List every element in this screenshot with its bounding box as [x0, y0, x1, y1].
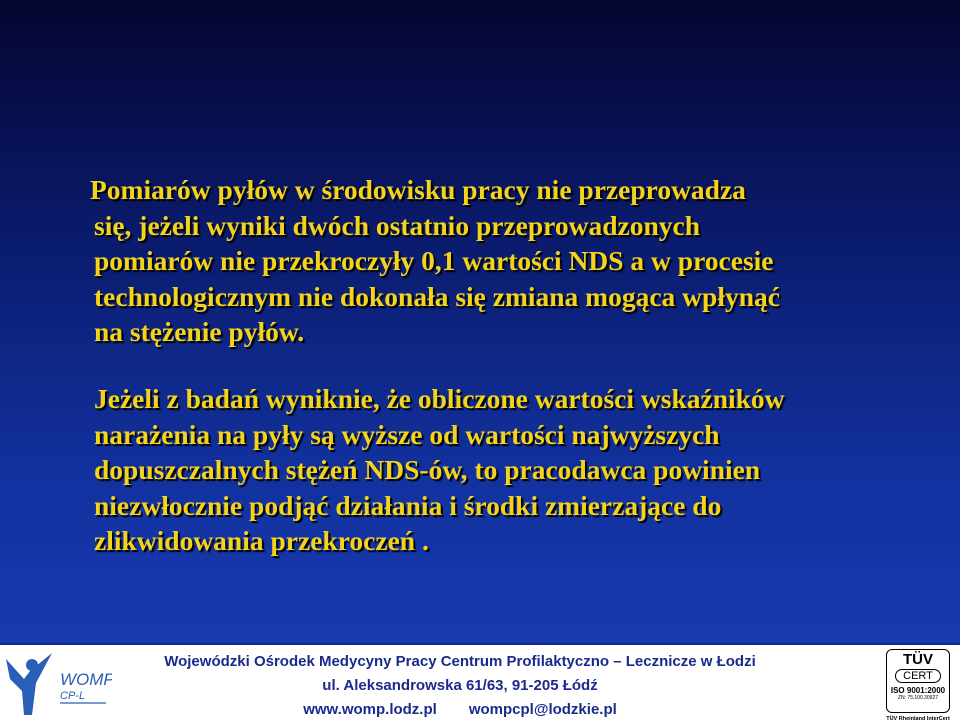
text-line: niezwłocznie podjąć działania i środki zmierzające do [94, 489, 722, 521]
tuv-cert-badge [880, 649, 956, 721]
text-line: technologicznym nie dokonała się zmiana mogąca wpłynąć [94, 280, 780, 312]
zn-number: ZN: 75.100.30927 [897, 695, 939, 701]
text-line: na stężenie pyłów. [94, 316, 305, 347]
svg-text:WOMP: WOMP [60, 670, 112, 689]
address: ul. Aleksandrowska 61/63, 91-205 Łódź [322, 677, 598, 694]
text-line: zlikwidowania przekroczeń . [94, 525, 429, 556]
paragraph-1 [90, 172, 780, 350]
text-line: pomiarów nie przekroczyły 0,1 wartości NDS a w procesie [94, 245, 774, 276]
footer [0, 643, 960, 722]
paragraph-2 [94, 381, 785, 559]
email-link[interactable]: wompcpl@lodzkie.pl [468, 701, 617, 718]
svg-text:CP-L: CP-L [60, 690, 86, 702]
text-line: narażenia na pyły są wyższe od wartości najwyższych [94, 418, 720, 450]
website-link[interactable]: www.womp.lodz.pl [303, 701, 437, 718]
tuv-brand: TÜV [903, 651, 933, 668]
iso-label: ISO 9001:2000 [890, 686, 946, 695]
contact-line [0, 701, 940, 718]
cert-issuer: TÜV Rheinland InterCert [886, 716, 950, 722]
text-line: Pomiarów pyłów w środowisku pracy nie przeprowadza [90, 174, 746, 205]
text-line: dopuszczalnych stężeń NDS-ów, to pracodawca powinien [94, 454, 761, 485]
tuv-cert: CERT [895, 669, 941, 683]
text-line: Jeżeli z badań wyniknie, że obliczone wartości wskaźników [94, 383, 785, 414]
organization-name: Wojewódzki Ośrodek Medycyny Pracy Centrum Profilaktyczno – Lecznicze w Łodzi [164, 653, 756, 670]
text-line: się, jeżeli wyniki dwóch ostatnio przeprowadzonych [94, 209, 701, 241]
